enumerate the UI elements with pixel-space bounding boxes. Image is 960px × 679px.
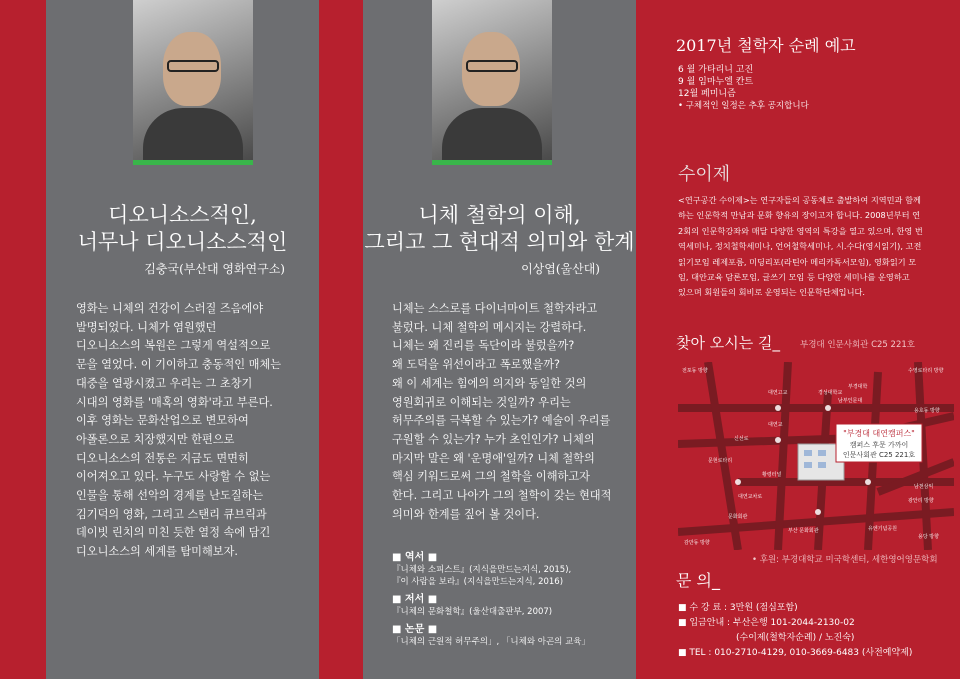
map-label: 감만동 방향 [684,540,710,546]
directions-subtitle: 부경대 인문사회관 C25 221호 [800,340,915,350]
lecture-1-description [76,300,306,562]
desc-line: 디오니소스의 복원은 그렇게 역설적으로 [76,339,271,353]
directions-heading: 찾아 오시는 길_ [676,334,780,352]
inquiry-fee: ■ 수 강 료 : 3만원 (점심포함) [678,603,798,613]
map-label: 용호동 방향 [914,408,940,414]
map-label: 용당 방향 [918,534,939,540]
map-label: 남천삼익 [914,484,934,490]
desc-line: 영원회귀로 이해되는 것일까? 우리는 [392,395,571,409]
map-label: 대연고교 [768,390,788,396]
desc-line: 이어져오고 있다. 누구도 사랑할 수 없는 [76,470,271,484]
desc-line: 니체는 왜 진리를 독단이라 불렀을까? [392,339,575,353]
ref-heading-books: ■ 저서 ■ [392,594,438,605]
schedule-heading: 2017년 철학자 순례 예고 [676,36,856,55]
desc-line: 김기덕의 영화, 그리고 스탠리 큐브릭과 [76,507,267,521]
sponsor-text: • 후원: 부경대학교 미국학센터, 세한영어영문학회 [752,555,938,565]
suyije-line: 임, 대안교육 담론모임, 글쓰기 모임 등 다양한 세미나를 운영하고 [678,272,910,283]
suyije-line: 2회의 인문학강좌와 매달 다양한 영역의 특강을 열고 있으며, 한영 번 [678,225,923,236]
lecture-2-references [392,552,632,648]
speaker-2-photo [432,0,552,160]
suyije-line: 역세미나, 정치철학세미나, 언어철학세미나, 시.수다(영시읽기), 고전 [678,241,922,252]
desc-line: 한다. 그리고 나아가 그의 철학이 갖는 현대적 [392,489,612,503]
schedule-item: 6 월 가타리니 고진 [678,65,754,75]
schedule-note: • 구체적인 일정은 추후 공지합니다 [678,101,809,111]
info-column [672,0,960,679]
desc-line: 니체는 스스로를 다이너마이트 철학자라고 [392,302,598,315]
desc-line: 불렀다. 니체 철학의 메시지는 강렬하다. [392,320,587,334]
suyije-line: <연구공간 수이제>는 연구자들의 공동체로 출발하여 지역민과 함께 [678,195,921,205]
map-label: 부경대학 [848,384,868,390]
map-label: 유엔기념공원 [868,526,897,532]
middle-stripe [319,0,363,679]
schedule-list [678,64,809,112]
desc-line: 이후 영화는 문화산업으로 변모하여 [76,414,249,428]
suyije-line: 읽기모임 레제포름, 미딩리포(라틴아 메리카독서모임), 영화읽기 모 [678,256,917,267]
map-label: 대연교 [768,422,783,428]
lecture-2-title-line-2: 그리고 그 현대적 의미와 한계 [364,230,635,254]
callout-line-1: "부경대 대연캠퍼스" [843,429,915,438]
ref-item: 『이 사람을 보라』(지식을만드는지식, 2016) [392,577,564,587]
desc-line: 발명되었다. 니체가 염원했던 [76,320,217,334]
ref-heading-papers: ■ 논문 ■ [392,624,438,635]
map-label: 전포동 방향 [682,368,708,374]
desc-line: 문을 열었다. 이 기이하고 충동적인 매체는 [76,358,282,372]
schedule-item: 9 월 임마누엘 칸트 [678,77,754,87]
map-label: 광안리 방향 [908,498,934,504]
map-label: 수영로타리 방향 [908,368,944,374]
desc-line: 마지막 말은 왜 '운명애'일까? 니체 철학의 [392,451,595,465]
inquiry-heading: 문 의_ [676,571,720,590]
lecture-1-title-line-1: 디오니소스적인, [108,203,257,227]
desc-line: 대중을 열광시켰고 우리는 그 초창기 [76,376,253,390]
ref-heading-translations: ■ 역서 ■ [392,552,438,563]
desc-line: 인물을 통해 선악의 경계를 난도질하는 [76,489,264,503]
map-label: 대연교차로 [738,494,763,500]
map-label: 남부인문대 [838,398,863,404]
desc-line: 왜 도덕을 위선이라고 폭로했을까? [392,358,560,372]
suyije-line: 하는 인문학적 만남과 문화 향유의 장이고자 합니다. 2008년부터 연 [678,210,920,221]
photo-2-underline [432,160,552,165]
desc-line: 데이빗 린치의 미친 듯한 열정 속에 담긴 [76,526,271,540]
ref-item: 『니체와 소피스트』(지식을만드는지식, 2015), [392,565,572,575]
inquiry-details [678,601,912,661]
desc-line: 아폴론으로 치장했지만 한편으로 [76,432,235,446]
desc-line: 디오니소스의 전통은 지금도 면면히 [76,451,249,465]
suyije-logo: 수이제 [678,164,731,185]
lecture-2-author: 이상엽(울산대) [521,262,600,276]
desc-line: 의미와 한계를 짚어 볼 것이다. [392,507,540,521]
lecture-2-description [392,300,632,524]
desc-line: 구원할 수 있는가? 누가 초인인가? 니체의 [392,432,595,446]
lecture-1-title [46,202,319,256]
photo-1-underline [133,160,253,165]
ref-item: 『니체의 문화철학』(울산대출판부, 2007) [392,607,553,617]
map-label: 신선로 [734,436,749,442]
desc-line: 핵심 키워드로써 그의 철학을 이해하고자 [392,470,590,484]
lecture-1-title-line-2: 너무나 디오니소스적인 [77,230,288,254]
suyije-line: 있으며 회원들의 회비로 운영되는 인문학단체입니다. [678,287,866,298]
lecture-2-title-line-1: 니체 철학의 이해, [418,203,581,227]
callout-line-3: 인문사회관 C25 221호 [842,451,916,459]
inquiry-phone: ■ TEL : 010-2710-4129, 010-3669-6483 (사전예약제) [678,648,913,658]
inquiry-bank: ■ 입금안내 : 부산은행 101-2044-2130-02 [678,618,855,628]
inquiry-bank-holder: (수이제(철학자순례) / 노진숙) [736,633,855,643]
callout-line-2: 캠퍼스 후문 가까이 [849,441,909,449]
schedule-item: 12월 페미니즘 [678,89,736,99]
map-label: 문현로타리 [708,458,733,464]
location-map [678,362,954,550]
suyije-description [678,193,956,301]
speaker-1-photo [133,0,253,160]
lecture-2-title [363,202,636,256]
map-label: 문화회관 [728,514,748,520]
desc-line: 시대의 영화를 '매혹의 영화'라고 부른다. [76,395,273,409]
lecture-1-author: 김충국(부산대 영화연구소) [144,262,285,276]
desc-line: 디오니소스의 세계를 탐미해보자. [76,545,238,559]
map-label: 부산 문화회관 [788,528,819,534]
desc-line: 왜 이 세계는 힘에의 의지와 동일한 것의 [392,376,587,390]
desc-line: 허무주의를 극복할 수 있는가? 예술이 우리를 [392,414,611,428]
left-stripe [0,0,46,679]
map-label: 황령터널 [762,472,782,478]
desc-line: 영화는 니체의 건강이 스러질 즈음에야 [76,302,264,315]
ref-item: 「니체의 근원적 허무주의」, 「니체와 아곤의 교육」 [392,637,591,647]
map-label: 경성대학교 [818,390,843,396]
